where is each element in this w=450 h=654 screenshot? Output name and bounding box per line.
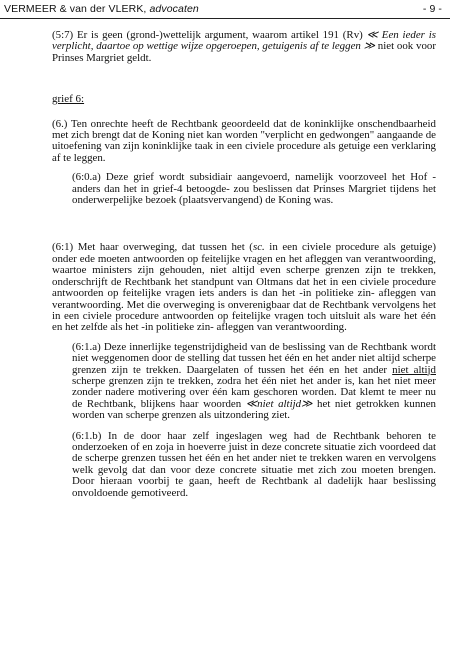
paragraph-6-1 [52, 242, 436, 333]
grief-heading: grief 6: [52, 93, 85, 106]
paragraph-6-1-sc: sc. [252, 241, 265, 254]
paragraph-6-0a: (6:0.a) Deze grief wordt subsidiair aangevoerd, namelijk voorzoveel het Hof -anders dan het in grief-4 betoogde- zou beslissen dat Prinses Margriet tijdens het onderwerpelijke bezoek (plaatsvervangend) de Koning was. [72, 171, 436, 207]
paragraph-6-1a-part2: scherpe grenzen zijn te trekken, zodra het één niet het ander is, kan het niet meer zonder nadere motivering over één kam geschoren worden. Dat klemt te meer nu de Rechtbank, blijkens haar woorden [72, 374, 436, 410]
paragraph-6-1a-part1: (6:1.a) Deze innerlijke tegenstrijdigheid van de beslissing van de Rechtbank wordt niet weggenomen door de stelling dat tussen het één en het ander niet altijd scherpe grenzen zijn te trekken. Daargelaten of tussen het één en het ander [72, 340, 436, 376]
firm-name [4, 3, 199, 15]
firm-role-text: advocaten [149, 3, 199, 15]
paragraph-6-1a-part3: het niet getrokken kunnen worden van scherpe grenzen als uitzondering ziet. [72, 397, 436, 422]
paragraph-6-1a-quote: ≪niet altijd≫ [245, 397, 313, 410]
paragraph-5-7 [52, 30, 436, 64]
paragraph-6: (6.) Ten onrechte heeft de Rechtbank geoordeeld dat de koninklijke onschendbaarheid met zich brengt dat de Koning niet kan worden "verplicht en gedwongen" aangaande de uitoefening van zijn koninklijke taak in een civiele procedure als getuige een verklaring af te leggen. [52, 117, 436, 164]
document-body [52, 30, 436, 499]
paragraph-6-1a [72, 342, 436, 422]
paragraph-6-1-part2: in een civiele procedure als getuige) onder ede moeten antwoorden op feitelijke vragen en het afleggen van verantwoording, waartoe ministers zijn gehouden, niet altijd even scherpe grenzen zijn te trekken, onderschrijft de Rechtbank het standpunt van Oltmans dat het in een civiele procedure antwoorden op feitelijke vragen iets anders is dan het -in politieke zin- afleggen van verantwoording. Met die overweging is onverenigbaar dat de Rechtbank vervolgens het in een civiele procedure antwoorden op feitelijke vragen toch uitsluit als ware het één en het zelfde als het -in politieke zin- afleggen van verantwoording. [52, 241, 437, 334]
paragraph-6-1b: (6:1.b) In de door haar zelf ingeslagen weg had de Rechtbank behoren te onderzoeken of en zoja in hoeverre juist in deze concrete situatie zich voordeed dat de scherpe grenzen tussen het één en het ander niet te trekken waren en vervolgens welk gevolg dat dan voor deze concrete situatie met zich zou moeten brengen. Door hieraan voorbij te gaan, heeft de Rechtbank al dadelijk haar beslissing onvoldoende gemotiveerd. [72, 429, 436, 499]
paragraph-5-7-lead: (5:7) Er is geen (grond-)wettelijk argument, waarom artikel 191 (Rv) [52, 29, 363, 41]
paragraph-5-7-tail: niet ook voor Prinses Margriet geldt. [52, 40, 436, 64]
paragraph-5-7-quote: ≪ Een ieder is verplicht, daartoe op wettige wijze opgeroepen, getuigenis af te leggen ≫ [52, 29, 436, 53]
header-rule [0, 18, 450, 19]
paragraph-6-1-part1: (6:1) Met haar overweging, dat tussen het ( [52, 241, 253, 254]
paragraph-6-1a-underlined: niet altijd [392, 363, 436, 376]
page-header [4, 2, 442, 16]
page-number: - 9 - [422, 3, 442, 15]
firm-name-text: VERMEER & van der VLERK, [4, 3, 147, 15]
